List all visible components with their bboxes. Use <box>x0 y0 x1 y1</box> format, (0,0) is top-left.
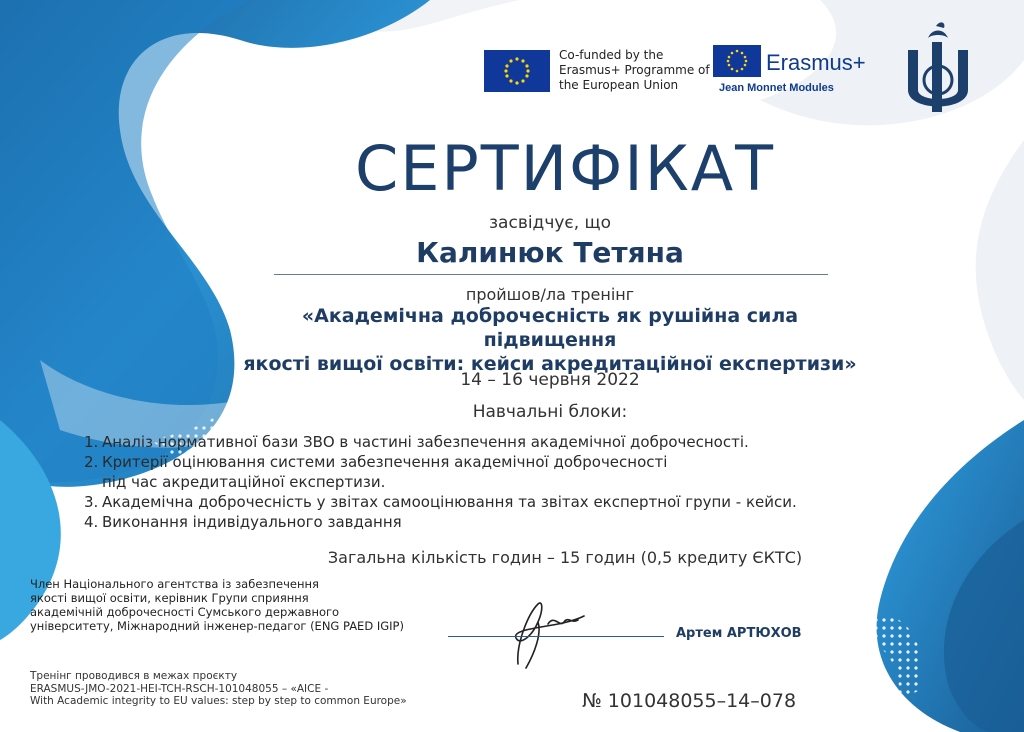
eu-cofunded-text: Co-funded by the Erasmus+ Programme of the European Union <box>559 48 710 92</box>
signer-position: Член Національного агентства із забезпечення якості вищої освіти, керівник Групи сприяння академічній доброчесності Сумського державного університету, Міжнародний інженер-педагог (ENG PAED IGIP) <box>30 577 404 633</box>
signature-line <box>448 636 664 637</box>
name-underline <box>274 274 828 275</box>
training-blocks-list <box>84 432 864 532</box>
certifies-text: засвідчує, що <box>489 213 611 233</box>
course-title-line2: якості вищої освіти: кейси акредитаційної експертизи» <box>243 353 857 375</box>
total-hours: Загальна кількість годин – 15 годин (0,5 кредиту ЄКТС) <box>327 548 803 567</box>
eu-flag-icon <box>484 50 550 92</box>
signer-name: Артем АРТЮХОВ <box>676 626 802 641</box>
jean-monnet-text: Jean Monnet Modules <box>719 82 834 94</box>
list-item-continuation: під час акредитаційної експертизи. <box>102 473 386 491</box>
blocks-title: Навчальні блоки: <box>472 402 628 422</box>
recipient-name: Калинюк Тетяна <box>416 236 684 269</box>
course-title-line1: «Академічна доброчесність як рушійна сила підвищення <box>301 305 799 351</box>
erasmus-logo-text: Erasmus+ <box>766 50 866 75</box>
handwritten-signature <box>498 594 598 674</box>
project-info: Тренінг проводився в межах проєкту ERASMUS-JMO-2021-HEI-TCH-RSCH-101048055 – «AICE - With Academic integrity to EU values: step by step to common Europe» <box>30 670 407 707</box>
training-dates: 14 – 16 червня 2022 <box>460 370 640 390</box>
eu-flag-small-icon <box>713 45 761 77</box>
course-title <box>240 304 860 376</box>
certificate-title: СЕРТИФІКАТ <box>354 132 776 205</box>
list-item: 2. Критерії оцінювання системи забезпечення академічної доброчесності під час акредитаційної експертизи. <box>84 452 864 492</box>
list-item: 3. Академічна доброчесність у звітах самооцінювання та звітах експертної групи - кейси. <box>84 493 797 511</box>
passed-training-text: пройшов/ла тренінг <box>465 285 635 304</box>
list-item: 1. Аналіз нормативної бази ЗВО в частині забезпечення академічної доброчесності. <box>84 433 749 451</box>
university-logo-icon <box>898 20 978 120</box>
certificate-number: № 101048055–14–078 <box>582 690 797 712</box>
list-item: 4. Виконання індивідуального завдання <box>84 513 402 531</box>
